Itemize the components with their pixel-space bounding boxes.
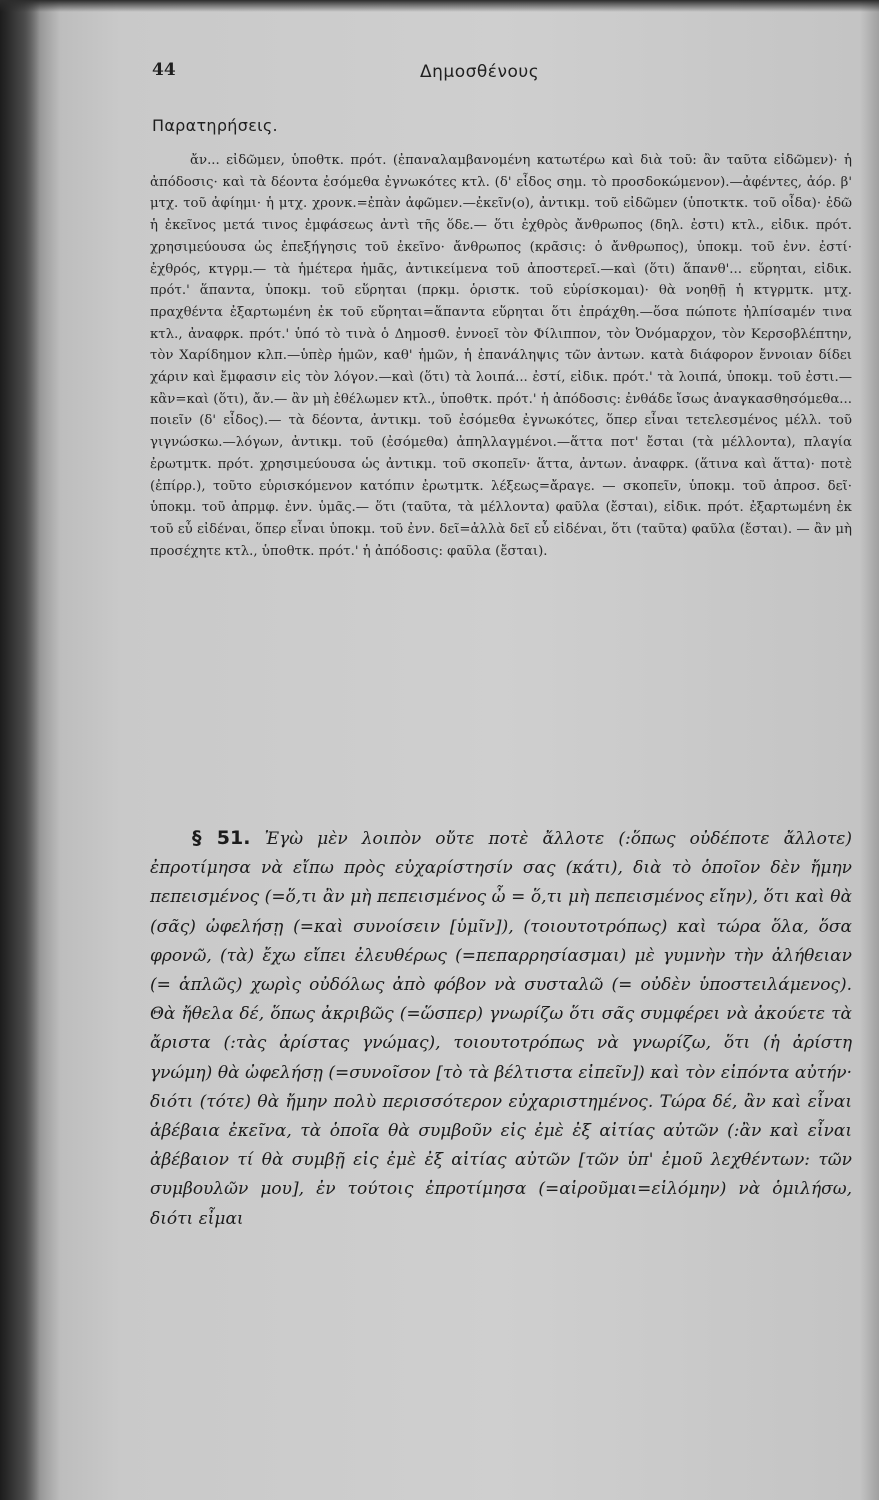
page-number: 44 <box>152 60 176 80</box>
notes-paragraph: ἄν... εἰδῶμεν, ὑποθτκ. πρότ. (ἐπαναλαμβανομένη κατωτέρω καὶ διὰ τοῦ: ἂν ταῦτα εἰδῶμεν)· ἡ ἀπόδοσις· καὶ τὰ δέοντα ἐσόμεθα ἐγνωκότες κτλ. (δ' εἶδος σημ. τὸ προσδοκώμενον).—ἀφέντες, ἀόρ. β' μτχ. τοῦ ἀφίημι· ἡ μτχ. χρονκ.=ἐπὰν ἀφῶμεν.—ἐκεῖν(ο), ἀντικμ. τοῦ εἰδῶμεν (ὑποτκτκ. τοῦ οἶδα)· ἐδῶ ἡ ἐκεῖνος μετά τινος ἐμφάσεως ἀντὶ τῆς ὅδε.— ὅτι ἐχθρὸς ἄνθρωπος (δηλ. ἐστι) κτλ., εἰδικ. πρότ. χρησιμεύουσα ὡς ἐπεξήγησις τοῦ ἐκεῖνο· ἄνθρωπος (κρᾶσις: ὁ ἄνθρωπος), ὑποκμ. τοῦ ἐνν. ἐστί· ἐχθρός, κτγρμ.— τὰ ἡμέτερα ἡμᾶς, ἀντικείμενα τοῦ ἀποστερεῖ.—καὶ (ὅτι) ἅπανθ'... εὕρηται, εἰδικ. πρότ.' ἅπαντα, ὑποκμ. τοῦ εὕρηται (πρκμ. ὁριστκ. τοῦ εὑρίσκομαι)· θὰ νοηθῇ ἡ κτγρμτκ. μτχ. πραχθέντα ἐξαρτωμένη ἐκ τοῦ εὕρηται=ἅπαντα εὕρηται ὅτι ἐπράχθη.—ὅσα πώποτε ἠλπίσαμέν τινα κτλ., ἀναφρκ. πρότ.' ὑπό τὸ τινὰ ὁ Δημοσθ. ἐννοεῖ τὸν Φίλιππον, τὸν Ὀνόμαρχον, τὸν Κερσοβλέπτην, τὸν Χαρίδημον κλπ.—ὑπὲρ ἡμῶν, καθ' ἡμῶν, ἡ ἐπανάληψις τῶν ἀντων. κατὰ διάφορον ἔννοιαν δίδει χάριν καὶ ἔμφασιν εἰς τὸν λόγον.—καὶ (ὅτι) τὰ λοιπά... ἐστί, εἰδικ. πρότ.' τὰ λοιπά, ὑποκμ. τοῦ ἐστι.—κἂν=καὶ (ὅτι), ἄν.— ἂν μὴ ἐθέλωμεν κτλ., ὑποθτκ. πρότ.' ἡ ἀπόδοσις: ἐνθάδε ἴσως ἀναγκασθησόμεθα... ποιεῖν (δ' εἶδος).— τὰ δέοντα, ἀντικμ. τοῦ ἐσόμεθα ἐγνωκότες, ὅπερ εἶναι τετελεσμένος μέλλ. τοῦ γιγνώσκω.—λόγων, ἀντικμ. τοῦ (ἐσόμεθα) ἀπηλλαγμένοι.—ἅττα ποτ' ἔσται (τὰ μέλλοντα), πλαγία ἐρωτμτκ. πρότ. χρησιμεύουσα ὡς ἀντικμ. τοῦ σκοπεῖν· ἅττα, ἀντων. ἀναφρκ. (ἅτινα καὶ ἅττα)· ποτὲ (ἐπίρρ.), τοῦτο εὑρισκόμενον κατόπιν ἐρωτμτκ. λέξεως=ἄραγε. — σκοπεῖν, ὑποκμ. τοῦ ἀπροσ. δεῖ· ὑποκμ. τοῦ ἀπρμφ. ἐνν. ὑμᾶς.— ὅτι (ταῦτα, τὰ μέλλοντα) φαῦλα (ἔσται), εἰδικ. πρότ. ἐξαρτωμένη ἐκ τοῦ εὖ εἰδέναι, ὅπερ εἶναι ὑποκμ. τοῦ ἐνν. δεῖ=ἀλλὰ δεῖ εὖ εἰδέναι, ὅτι (ταῦτα) φαῦλα (ἔσται). — ἂν μὴ προσέχητε κτλ., ὑποθτκ. πρότ.' ἡ ἀπόδοσις: φαῦλα (ἔσται). <box>150 153 852 559</box>
page-header <box>0 56 879 96</box>
section-51-paragraph <box>150 824 852 1234</box>
book-spine-shadow <box>0 0 40 1500</box>
running-title: Δημοσθένους <box>420 62 540 82</box>
page-top-edge <box>0 0 879 12</box>
notes-heading: Παρατηρήσεις. <box>152 116 278 135</box>
section-text: Ἐγὼ μὲν λοιπὸν οὔτε ποτὲ ἄλλοτε (:ὅπως οὐδέποτε ἄλλοτε) ἐπροτίμησα νὰ εἴπω πρὸς εὐχαρίστησίν σας (κάτι), διὰ τὸ ὁποῖον δὲν ἤμην πεπεισμένος (=ὅ,τι ἂν μὴ πεπεισμένος ὦ = ὅ,τι μὴ πεπεισμένος εἴην), ὅτι καὶ θὰ (σᾶς) ὠφελήσῃ (=καὶ συνοίσειν [ὑμῖν]), (τοιουτοτρόπως) καὶ τώρα ὅλα, ὅσα φρονῶ, (τὰ) ἔχω εἴπει ἐλευθέρως (=πεπαρρησίασμαι) μὲ γυμνὴν τὴν ἀλήθειαν (= ἁπλῶς) χωρὶς οὐδόλως ἀπὸ φόβον νὰ συσταλῶ (= οὐδὲν ὑποστειλάμενος). Θὰ ἤθελα δέ, ὅπως ἀκριβῶς (=ὥσπερ) γνωρίζω ὅτι σᾶς συμφέρει νὰ ἀκούετε τὰ ἄριστα (:τὰς ἀρίστας γνώμας), τοιουτοτρόπως νὰ γνωρίζω, ὅτι (ἡ ἀρίστη γνώμη) θὰ ὠφελήσῃ (=συνοῖσον [τὸ τὰ βέλτιστα εἰπεῖν]) καὶ τὸν εἰπόντα αὐτήν· διότι (τότε) θὰ ἤμην πολὺ περισσότερον εὐχαριστημένος. Τώρα δέ, ἂν καὶ εἶναι ἀβέβαια ἐκεῖνα, τὰ ὁποῖα θὰ συμβοῦν εἰς ἐμὲ ἐξ αἰτίας αὐτῶν (:ἂν καὶ εἶναι ἀβέβαιον τί θὰ συμβῇ εἰς ἐμὲ ἐξ αἰτίας αὐτῶν [τῶν ὑπ' ἐμοῦ λεχθέντων: τῶν συμβουλῶν μου], ἐν τούτοις ἐπροτίμησα (=αἱροῦμαι=εἱλόμην) νὰ ὁμιλήσω, διότι εἶμαι <box>150 829 852 1229</box>
section-number: § 51. <box>192 827 251 849</box>
